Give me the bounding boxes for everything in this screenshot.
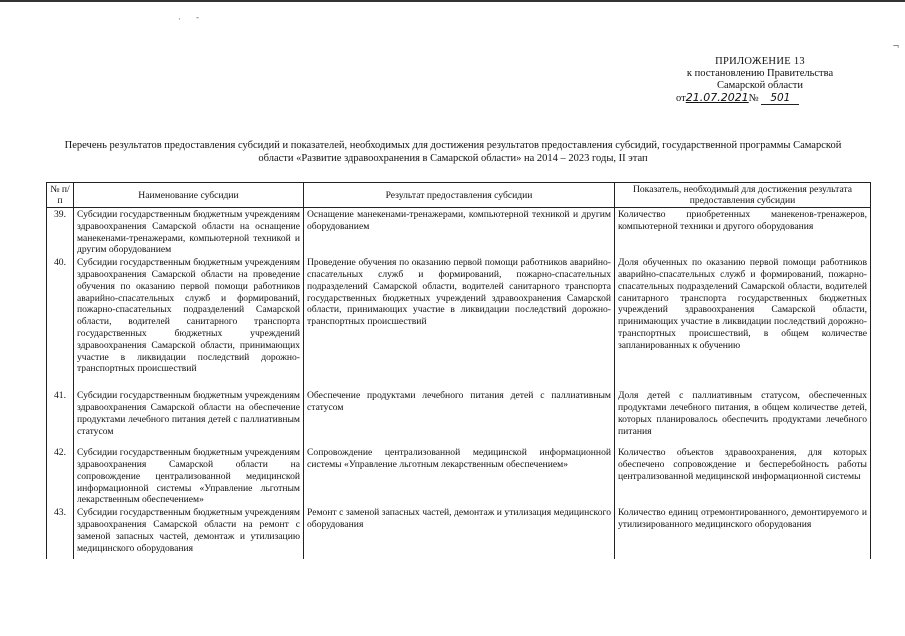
header-result: Результат предоставления субсидии [304, 183, 615, 208]
row-subsidy-name: Субсидии государственным бюджетным учреждениям здравоохранения Самарской области на сопровождение централизованной медицинской информационной системы «Управление льготным лекарственным обеспечением» [74, 446, 304, 506]
row-num: 39. [47, 208, 74, 257]
scan-speck: - [196, 12, 199, 22]
table-header-row [47, 183, 871, 208]
annex-region-line: Самарской области [717, 80, 803, 91]
row-result: Обеспечение продуктами лечебного питания детей с паллиативным статусом [304, 389, 615, 446]
annex-header [640, 56, 880, 105]
table-row [47, 389, 871, 446]
annex-title: ПРИЛОЖЕНИЕ 13 [715, 56, 805, 67]
row-indicator: Доля обученных по оказанию первой помощи работников аварийно-спасательных служб и формирований, пожарно-спасательных подразделений Самарской области, водителей санитарного транспорта государственных бюджетных учреждений здравоохранения Самарской области, принимающих участие в ликвидации последствий дорожно-транспортных происшествий, в общем количестве запланированных к обучению [615, 256, 871, 389]
handwritten-date: 21.07.2021 [685, 91, 749, 104]
number-sign: № [748, 93, 759, 104]
row-indicator: Количество приобретенных манекенов-тренажеров, компьютерной техники и другого оборудования [615, 208, 871, 257]
date-prefix: от [676, 93, 686, 104]
row-num: 43. [47, 506, 74, 559]
row-subsidy-name: Субсидии государственным бюджетным учреждениям здравоохранения Самарской области на оснащение манекенами-тренажерами, компьютерной техникой и другим оборудованием [74, 208, 304, 257]
document-title: Перечень результатов предоставления субсидий и показателей, необходимых для достижения результатов предоставления субсидий, государственной программы Самарской области «Развитие здравоохранения в Самарской области» на 2014 – 2023 годы, II этап [64, 140, 842, 164]
table-row [47, 506, 871, 559]
row-subsidy-name: Субсидии государственным бюджетным учреждениям здравоохранения Самарской области на обеспечение продуктами лечебного питания детей с паллиативным статусом [74, 389, 304, 446]
header-indicator: Показатель, необходимый для достижения результата предоставления субсидии [615, 183, 871, 208]
row-indicator: Количество единиц отремонтированного, демонтируемого и утилизированного медицинского оборудования [615, 506, 871, 559]
row-result: Сопровождение централизованной медицинской информационной системы «Управление льготным лекарственным обеспечением» [304, 446, 615, 506]
row-num: 41. [47, 389, 74, 446]
table-row [47, 208, 871, 257]
row-result: Оснащение манекенами-тренажерами, компьютерной техникой и другим оборудованием [304, 208, 615, 257]
row-result: Проведение обучения по оказанию первой помощи работников аварийно-спасательных служб и формирований, пожарно-спасательных подразделений Самарской области, водителей санитарного транспорта государственных бюджетных учреждений здравоохранения Самарской области, принимающих участие в ликвидации последствий дорожно-транспортных происшествий [304, 256, 615, 389]
row-result: Ремонт с заменой запасных частей, демонтаж и утилизация медицинского оборудования [304, 506, 615, 559]
header-num: № п/п [47, 183, 74, 208]
row-indicator: Доля детей с паллиативным статусом, обеспеченных продуктами лечебного питания, в общем количестве детей, которых планировалось обеспечить продуктами лечебного питания [615, 389, 871, 446]
table-row [47, 446, 871, 506]
scan-speck: · [178, 14, 181, 24]
annex-date-line [640, 92, 880, 105]
row-num: 42. [47, 446, 74, 506]
row-subsidy-name: Субсидии государственным бюджетным учреждениям здравоохранения Самарской области на проведение обучения по оказанию первой помощи работников аварийно-спасательных служб и формирований, пожарно-спасательных подразделений Самарской области, водителей санитарного транспорта государственных бюджетных учреждений здравоохранения Самарской области, принимающих участие в ликвидации последствий дорожно-транспортных происшествий [74, 256, 304, 389]
row-subsidy-name: Субсидии государственным бюджетным учреждениям здравоохранения Самарской области на ремонт с заменой запасных частей, демонтаж и утилизацию медицинского оборудования [74, 506, 304, 559]
table-row [47, 256, 871, 389]
row-indicator: Количество объектов здравоохранения, для которых обеспечено сопровождение и бесперебойность работы централизованной медицинской информационной системы [615, 446, 871, 506]
row-num: 40. [47, 256, 74, 389]
scan-border-line [0, 0, 905, 2]
subsidies-table [46, 182, 871, 559]
annex-resolution-line: к постановлению Правительства [686, 68, 834, 79]
handwritten-number: 501 [761, 92, 799, 105]
header-name: Наименование субсидии [74, 183, 304, 208]
scan-mark: ¬ [892, 40, 899, 52]
